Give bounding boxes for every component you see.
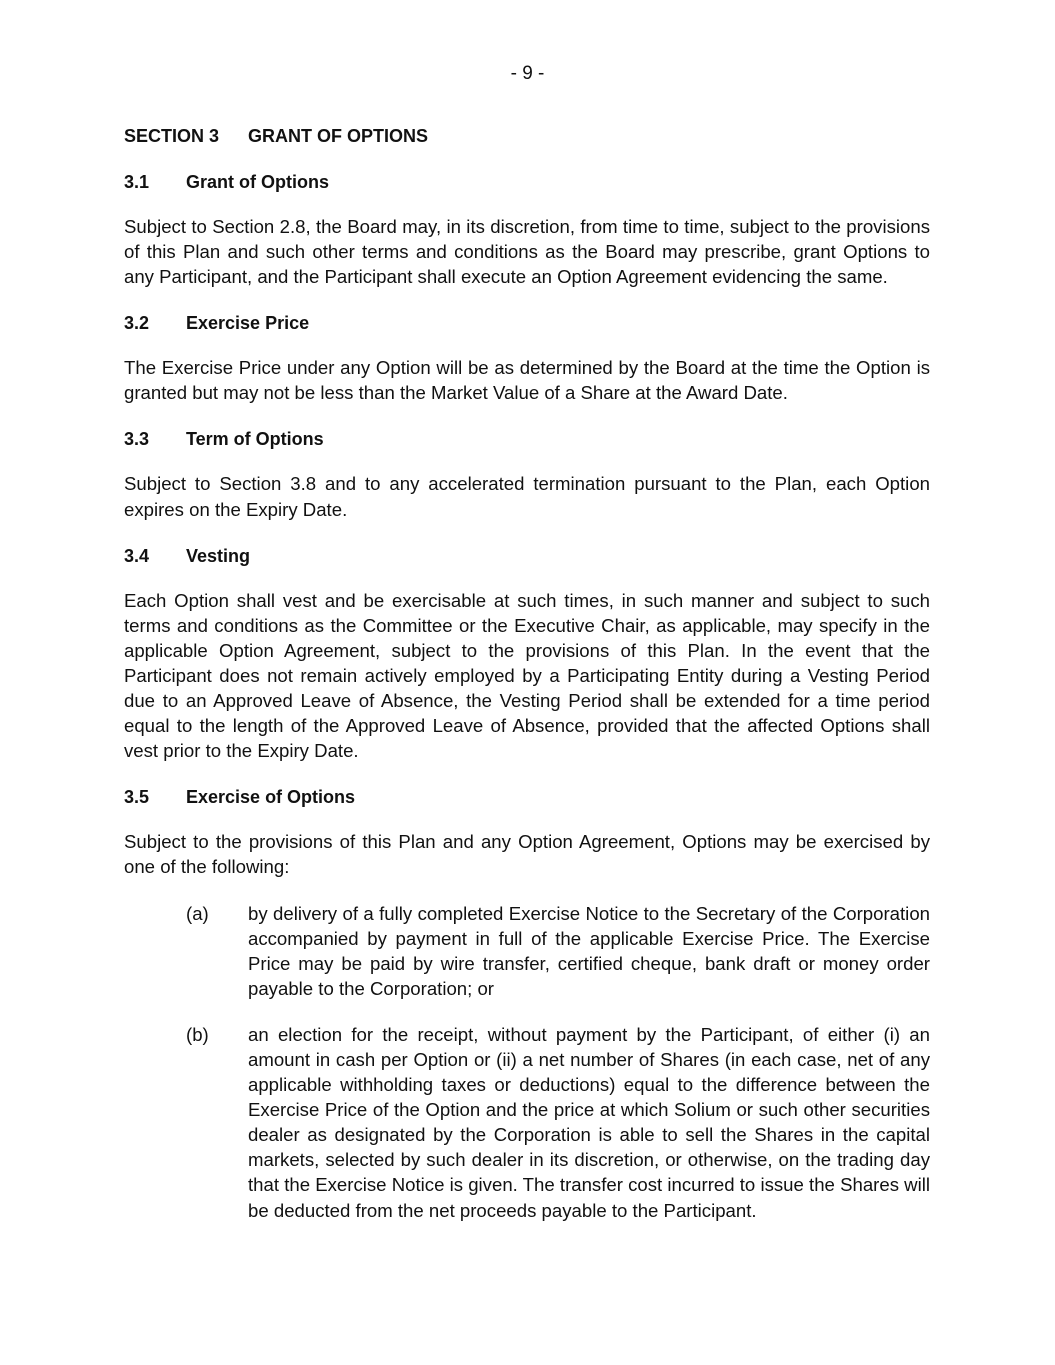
subsection-heading (124, 784, 930, 810)
paragraph: Subject to the provisions of this Plan and any Option Agreement, Options may be exercised by one of the following: (124, 831, 930, 878)
subsection-number: 3.2 (124, 313, 150, 334)
list-item-b (124, 1022, 930, 1223)
list-item-label: (a) (186, 902, 209, 924)
subsection-number: 3.3 (124, 429, 150, 450)
paragraph: The Exercise Price under any Option will be as determined by the Board at the time the Option is granted but may not be less than the Market Value of a Share at the Award Date. (124, 357, 930, 404)
subsection-3-3 (124, 426, 930, 521)
paragraph: Each Option shall vest and be exercisable at such times, in such manner and subject to such terms and conditions as the Committee or the Executive Chair, as applicable, may specify in the applicable Option Agreement, subject to the provisions of this Plan. In the event that the Participant does not remain actively employed by a Participating Entity during a Vesting Period due to an Approved Leave of Absence, the Vesting Period shall be extended for a time period equal to the length of the Approved Leave of Absence, provided that the affected Options shall vest prior to the Expiry Date. (124, 589, 930, 762)
list-item-text: by delivery of a fully completed Exercise Notice to the Secretary of the Corporation accompanied by payment in full of the applicable Exercise Price. The Exercise Price may be paid by wire transfer, certified cheque, bank draft or money order payable to the Corporation; or (248, 902, 930, 999)
paragraph: Subject to Section 2.8, the Board may, in its discretion, from time to time, subject to the provisions of this Plan and such other terms and conditions as the Board may prescribe, grant Options to any Participant, and the Participant shall execute an Option Agreement evidencing the same. (124, 216, 930, 288)
subsection-title: Term of Options (186, 429, 324, 450)
subsection-3-5 (124, 784, 930, 1222)
section-title: GRANT OF OPTIONS (248, 126, 428, 146)
paragraph: Subject to Section 3.8 and to any accelerated termination pursuant to the Plan, each Option expires on the Expiry Date. (124, 473, 930, 520)
document-body (124, 123, 930, 1244)
section-heading (124, 123, 930, 149)
list-item-label: (b) (186, 1023, 209, 1045)
subsection-number: 3.4 (124, 545, 150, 566)
subsection-title: Exercise Price (186, 313, 310, 334)
subsection-3-1 (124, 169, 930, 289)
subsection-number: 3.1 (124, 172, 150, 192)
subsection-3-2 (124, 310, 930, 405)
list-item-a (124, 901, 930, 1001)
subsection-heading (124, 426, 930, 452)
list-item-text: an election for the receipt, without payment by the Participant, of either (i) an amount in cash per Option or (ii) a net number of Shares (in each case, net of any applicable withholding taxes or deductions) equal to the difference between the Exercise Price of the Option and the price at which Solium or such other securities dealer as designated by the Corporation is able to sell the Shares in the capital markets, selected by such dealer in its discretion, or otherwise, on the trading day that the Exercise Notice is given. The transfer cost incurred to issue the Shares will be deducted from the net proceeds payable to the Participant. (248, 1023, 930, 1221)
subsection-title: Exercise of Options (186, 787, 356, 808)
subsection-heading (124, 169, 930, 195)
page-number: - 9 - (510, 63, 545, 84)
subsection-number: 3.5 (124, 787, 150, 808)
section-number: SECTION 3 (124, 126, 220, 146)
subsection-heading (124, 310, 930, 336)
subsection-title: Vesting (186, 545, 251, 566)
subsection-title: Grant of Options (186, 172, 329, 192)
subsection-3-4 (124, 543, 930, 764)
subsection-heading (124, 543, 930, 569)
